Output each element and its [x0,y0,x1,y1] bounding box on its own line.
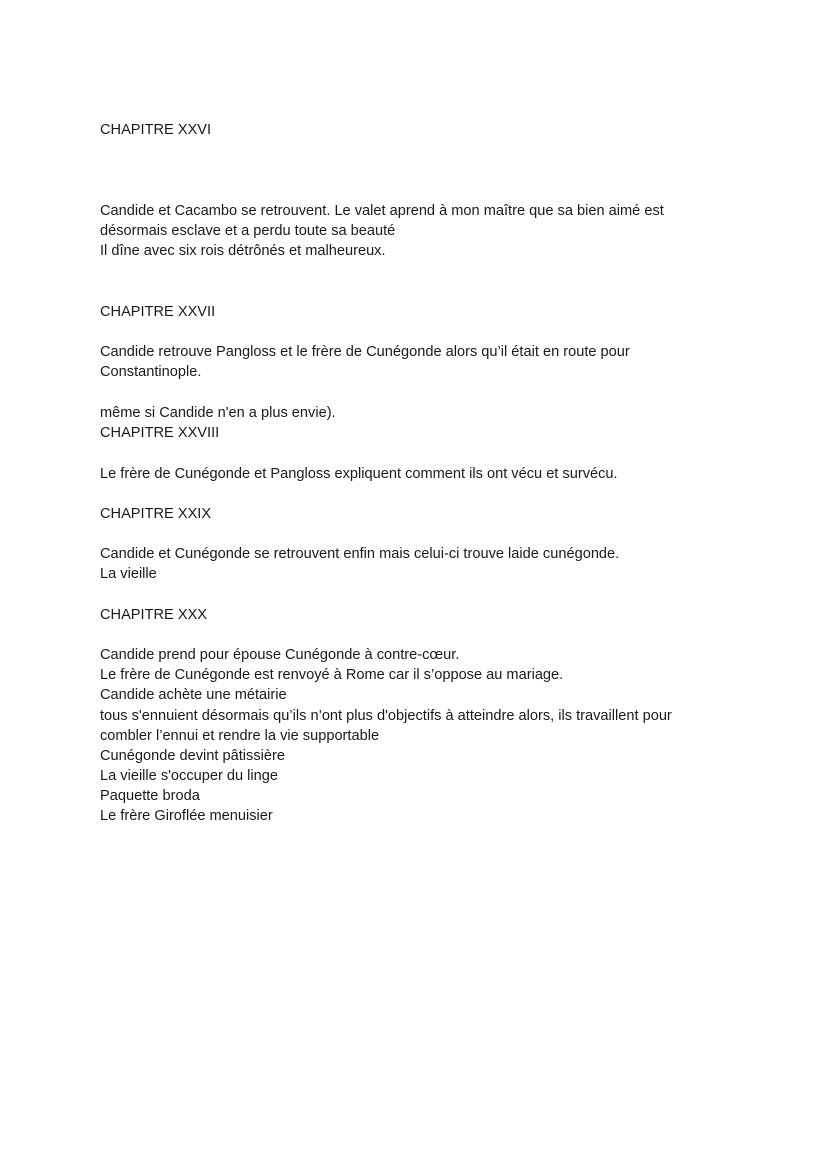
paragraph-line: Paquette broda [100,788,200,804]
paragraph-line: Candide et Cacambo se retrouvent. Le valet aprend à mon maître que sa bien aimé est [100,203,664,219]
paragraph-line: Candide retrouve Pangloss et le frère de Cunégonde alors qu’il était en route pour [100,344,630,360]
chapter-heading: CHAPITRE XXIX [100,506,212,522]
paragraph-line: tous s'ennuient désormais qu’ils n’ont plus d'objectifs à atteindre alors, ils travaillent pour [100,708,672,724]
paragraph-line: Candide achète une métairie [100,687,287,703]
paragraph-line: Le frère de Cunégonde et Pangloss expliquent comment ils ont vécu et survécu. [100,466,618,482]
paragraph-line: Il dîne avec six rois détrônés et malheureux. [100,243,386,259]
paragraph-line: même si Candide n'en a plus envie). [100,405,336,421]
paragraph-line: Constantinople. [100,364,202,380]
paragraph-line: La vieille [100,566,157,582]
paragraph-line: Cunégonde devint pâtissière [100,748,285,764]
paragraph-line: combler l’ennui et rendre la vie supportable [100,728,380,744]
paragraph-line: Le frère Giroflée menuisier [100,808,273,824]
paragraph-line: désormais esclave et a perdu toute sa beauté [100,223,396,239]
paragraph-line: Le frère de Cunégonde est renvoyé à Rome car il s’oppose au mariage. [100,667,564,683]
chapter-heading: CHAPITRE XXX [100,607,208,623]
chapter-heading: CHAPITRE XXVII [100,304,216,320]
paragraph-line: La vieille s'occuper du linge [100,768,279,784]
paragraph-line: Candide prend pour épouse Cunégonde à contre-cœur. [100,647,460,663]
chapter-heading: CHAPITRE XXVI [100,122,212,138]
chapter-heading: CHAPITRE XXVIII [100,425,220,441]
paragraph-line: Candide et Cunégonde se retrouvent enfin mais celui-ci trouve laide cunégonde. [100,546,620,562]
